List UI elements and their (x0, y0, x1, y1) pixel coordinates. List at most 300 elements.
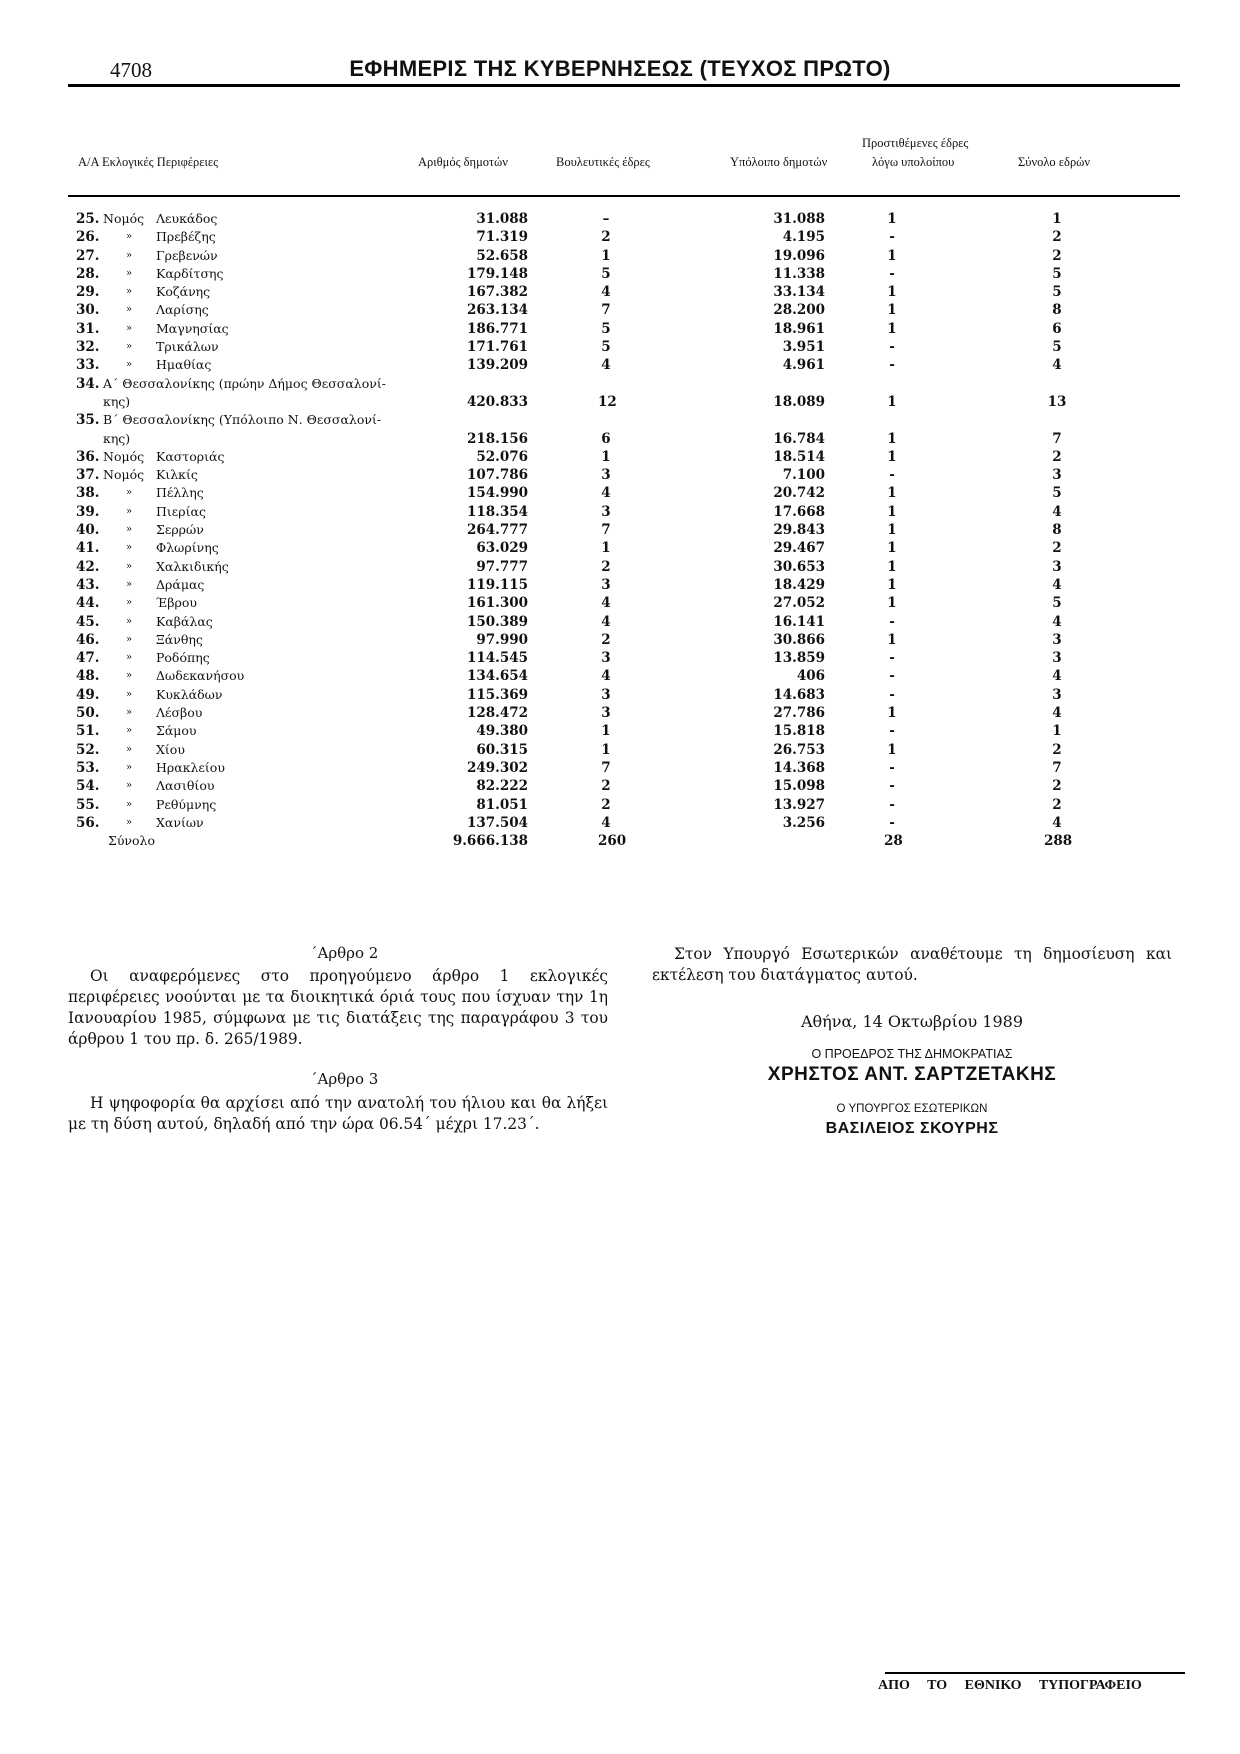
total-seats: 8 (1052, 302, 1062, 319)
num-citizens: 179.148 (466, 265, 528, 282)
remainder-citizens: 4.195 (782, 229, 825, 246)
added-seats: 1 (887, 576, 897, 593)
total-seats: 2 (1052, 229, 1062, 246)
table-row (0, 558, 1240, 576)
total-seats: 5 (1052, 339, 1062, 356)
region-name: Πέλλης (156, 485, 204, 501)
added-seats: - (889, 229, 895, 246)
article-3-text: Η ψηφοφορία θα αρχίσει από την ανατολή του ήλιου και θα λήξει με τη δύση αυτού, δηλαδή από την ώρα 06.54΄ μέχρι 17.23΄. (68, 1094, 608, 1133)
ditto-mark: » (126, 597, 133, 609)
region-name: Λέσβου (156, 705, 203, 721)
region-name: Καβάλας (156, 613, 213, 629)
num-citizens: 420.833 (466, 393, 528, 410)
parliament-seats: 5 (601, 265, 611, 282)
table-row (0, 631, 1240, 649)
row-index: 27. (76, 247, 100, 264)
region-name: Φλωρίνης (156, 540, 219, 556)
row-index: 39. (76, 503, 100, 520)
remainder-citizens: 406 (796, 668, 825, 685)
total-seats: 2 (1052, 741, 1062, 758)
header-rule (68, 84, 1180, 87)
total-seats: 4 (1052, 576, 1062, 593)
closing-text: Στον Υπουργό Εσωτερικών αναθέτουμε τη δημοσίευση και εκτέλεση του διατάγματος αυτού. (652, 945, 1172, 984)
total-seats: 1 (1052, 723, 1062, 740)
remainder-citizens: 26.753 (773, 741, 825, 758)
row-index: 44. (76, 595, 100, 612)
parliament-seats: 4 (601, 613, 611, 630)
ditto-mark: » (126, 542, 133, 554)
row-index: 42. (76, 558, 100, 575)
added-seats: 1 (887, 705, 897, 722)
total-seats: 2 (1052, 540, 1062, 557)
remainder-citizens: 30.653 (773, 558, 825, 575)
num-citizens: 118.354 (466, 503, 528, 520)
region-name-cont: κης) (103, 430, 131, 446)
added-seats: - (889, 467, 895, 484)
region-name: Κιλκίς (156, 467, 198, 483)
total-seats: 4 (1052, 668, 1062, 685)
num-citizens: 52.658 (476, 247, 528, 264)
table-row (0, 613, 1240, 631)
added-seats: 1 (887, 558, 897, 575)
remainder-citizens: 20.742 (773, 485, 825, 502)
table-row (0, 759, 1240, 777)
ditto-mark: » (126, 816, 133, 828)
ditto-mark: » (126, 798, 133, 810)
remainder-citizens: 14.368 (773, 759, 825, 776)
table-row (0, 686, 1240, 704)
parliament-seats: 7 (601, 302, 611, 319)
remainder-citizens: 3.951 (782, 339, 825, 356)
num-citizens: 134.654 (466, 668, 528, 685)
num-citizens: 31.088 (476, 211, 528, 227)
table-row (0, 338, 1240, 356)
ditto-mark: » (126, 743, 133, 755)
remainder-citizens: 16.784 (773, 430, 825, 447)
parliament-seats: 4 (601, 595, 611, 612)
row-index: 29. (76, 284, 100, 301)
row-index: 50. (76, 705, 100, 722)
total-seats: 5 (1052, 284, 1062, 301)
table-row (0, 411, 1240, 448)
added-seats: 1 (887, 320, 897, 337)
num-citizens: 150.389 (466, 613, 528, 630)
region-name: Καρδίτσης (156, 265, 224, 281)
ditto-mark: » (126, 688, 133, 700)
remainder-citizens: 14.683 (773, 686, 825, 703)
remainder-citizens: 17.668 (773, 503, 825, 520)
region-name: Χανίων (156, 814, 204, 830)
table-row (0, 210, 1240, 228)
region-name: Ηρακλείου (156, 759, 225, 775)
row-index: 51. (76, 723, 100, 740)
num-citizens: 167.382 (466, 284, 528, 301)
num-citizens: 114.545 (466, 650, 528, 667)
row-index: 33. (76, 357, 100, 374)
num-citizens: 115.369 (466, 686, 528, 703)
article-2-title: ΄Αρθρο 2 (310, 944, 379, 962)
added-seats: 1 (887, 211, 897, 227)
page-number: 4708 (110, 58, 152, 82)
num-citizens: 82.222 (476, 778, 528, 795)
row-index: 30. (76, 302, 100, 319)
president-title: Ο ΠΡΟΕΔΡΟΣ ΤΗΣ ΔΗΜΟΚΡΑΤΙΑΣ (811, 1047, 1013, 1061)
total-seats: 8 (1052, 522, 1062, 539)
parliament-seats: 1 (601, 723, 611, 740)
added-seats: - (889, 650, 895, 667)
remainder-citizens: 3.256 (782, 814, 825, 831)
parliament-seats: 2 (601, 229, 611, 246)
table-row (0, 301, 1240, 319)
region-name: Ρεθύμνης (156, 796, 217, 812)
column-header-added-seats-sub: λόγω υπολοίπου (872, 155, 955, 169)
added-seats: - (889, 796, 895, 813)
row-index: 25. (76, 211, 100, 227)
total-seats: 13 (1047, 393, 1067, 410)
table-row (0, 375, 1240, 412)
parliament-seats: 4 (601, 357, 611, 374)
ditto-mark: » (126, 304, 133, 316)
remainder-citizens: 13.927 (773, 796, 825, 813)
parliament-seats: 1 (601, 540, 611, 557)
row-index: 49. (76, 686, 100, 703)
seats-table (0, 210, 1240, 850)
totals-added-seats: 28 (884, 833, 903, 850)
row-index: 36. (76, 448, 100, 465)
total-seats: 2 (1052, 796, 1062, 813)
parliament-seats: 3 (601, 686, 611, 703)
region-name: Λασιθίου (156, 778, 215, 794)
row-index: 45. (76, 613, 100, 630)
num-citizens: 264.777 (466, 522, 528, 539)
table-row (0, 704, 1240, 722)
region-name: Ξάνθης (156, 631, 203, 647)
num-citizens: 81.051 (476, 796, 528, 813)
place-date: Αθήνα, 14 Οκτωβρίου 1989 (800, 1012, 1024, 1031)
totals-parliament-seats: 260 (598, 833, 627, 850)
parliament-seats: 4 (601, 485, 611, 502)
parliament-seats: 2 (601, 558, 611, 575)
region-name: Ημαθίας (156, 357, 212, 373)
table-row (0, 320, 1240, 338)
remainder-citizens: 31.088 (773, 211, 825, 227)
remainder-citizens: 29.843 (773, 522, 825, 539)
added-seats: 1 (887, 631, 897, 648)
row-index: 40. (76, 522, 100, 539)
table-row (0, 796, 1240, 814)
region-name: Δράμας (156, 576, 205, 592)
minister-name: ΒΑΣΙΛΕΙΟΣ ΣΚΟΥΡΗΣ (825, 1120, 999, 1137)
total-seats: 2 (1052, 247, 1062, 264)
ditto-mark: » (126, 652, 133, 664)
row-index: 38. (76, 485, 100, 502)
added-seats: - (889, 759, 895, 776)
table-row (0, 741, 1240, 759)
table-header-rule (68, 195, 1180, 197)
ditto-mark: » (126, 615, 133, 627)
added-seats: - (889, 723, 895, 740)
num-citizens: 186.771 (466, 320, 528, 337)
remainder-citizens: 30.866 (773, 631, 825, 648)
row-index: 56. (76, 814, 100, 831)
parliament-seats: 1 (601, 741, 611, 758)
ditto-mark: » (126, 560, 133, 572)
remainder-citizens: 4.961 (782, 357, 825, 374)
column-header-added-seats: Προστιθέμενες έδρες (862, 136, 969, 150)
table-row (0, 283, 1240, 301)
num-citizens: 97.777 (476, 558, 528, 575)
row-index: 55. (76, 796, 100, 813)
region-name-cont: κης) (103, 393, 131, 409)
ditto-mark: » (126, 524, 133, 536)
num-citizens: 49.380 (476, 723, 528, 740)
added-seats: 1 (887, 503, 897, 520)
parliament-seats: 3 (601, 467, 611, 484)
added-seats: - (889, 668, 895, 685)
parliament-seats: 5 (601, 320, 611, 337)
num-citizens: 52.076 (476, 448, 528, 465)
article-2-text: Οι αναφερόμενες στο προηγούμενο άρθρο 1 εκλογικές περιφέρειες νοούνται με τα διοικητικά όριά τους που ίσχυαν την 1η Ιανουαρίου 1985, σύμφωνα με τις διατάξεις της παραγράφου 3 του άρθρου 1 του πρ. δ. 265/1989. (68, 967, 608, 1048)
num-citizens: 63.029 (476, 540, 528, 557)
ditto-mark: » (126, 286, 133, 298)
ditto-mark: » (126, 670, 133, 682)
parliament-seats: 7 (601, 522, 611, 539)
row-index: 43. (76, 576, 100, 593)
num-citizens: 249.302 (466, 759, 528, 776)
parliament-seats: 2 (601, 778, 611, 795)
row-index: 52. (76, 741, 100, 758)
totals-row (0, 832, 1240, 850)
row-index: 37. (76, 467, 100, 484)
footer-rule (885, 1672, 1185, 1674)
region-prefix: Νομός (103, 211, 145, 226)
table-row (0, 247, 1240, 265)
total-seats: 1 (1052, 211, 1062, 227)
table-row (0, 722, 1240, 740)
column-header-regions: Α/Α Εκλογικές Περιφέρειες (78, 155, 219, 169)
region-name: Β΄ Θεσσαλονίκης (Υπόλοιπο Ν. Θεσσαλονί- (103, 412, 382, 428)
article-3-title: ΄Αρθρο 3 (310, 1070, 379, 1088)
total-seats: 4 (1052, 503, 1062, 520)
total-seats: 5 (1052, 265, 1062, 282)
parliament-seats: 3 (601, 705, 611, 722)
table-row (0, 484, 1240, 502)
totals-total-seats: 288 (1044, 833, 1073, 850)
table-row (0, 576, 1240, 594)
ditto-mark: » (126, 322, 133, 334)
remainder-citizens: 18.961 (773, 320, 825, 337)
column-header-parliament-seats: Βουλευτικές έδρες (556, 155, 650, 169)
total-seats: 3 (1052, 558, 1062, 575)
row-index: 53. (76, 759, 100, 776)
region-name: Λαρίσης (156, 302, 209, 318)
num-citizens: 171.761 (466, 339, 528, 356)
table-row (0, 594, 1240, 612)
remainder-citizens: 28.200 (773, 302, 825, 319)
added-seats: 1 (887, 522, 897, 539)
parliament-seats: – (602, 211, 610, 227)
row-index: 32. (76, 339, 100, 356)
president-name: ΧΡΗΣΤΟΣ ΑΝΤ. ΣΑΡΤΖΕΤΑΚΗΣ (767, 1064, 1057, 1085)
num-citizens: 60.315 (476, 741, 528, 758)
table-row (0, 539, 1240, 557)
region-name: Τρικάλων (156, 339, 219, 355)
num-citizens: 71.319 (476, 229, 528, 246)
row-index: 47. (76, 650, 100, 667)
parliament-seats: 3 (601, 576, 611, 593)
ditto-mark: » (126, 341, 133, 353)
total-seats: 2 (1052, 778, 1062, 795)
region-name: Λευκάδος (156, 211, 218, 226)
row-index: 34. (76, 375, 100, 392)
added-seats: - (889, 339, 895, 356)
ditto-mark: » (126, 578, 133, 590)
printer-line: ΑΠΟ ΤΟ ΕΘΝΙΚΟ ΤΥΠΟΓΡΑΦΕΙΟ (878, 1678, 1142, 1693)
parliament-seats: 4 (601, 668, 611, 685)
row-index: 28. (76, 265, 100, 282)
num-citizens: 128.472 (466, 705, 528, 722)
remainder-citizens: 7.100 (782, 467, 825, 484)
table-row (0, 777, 1240, 795)
added-seats: 1 (887, 247, 897, 264)
region-name: Καστοριάς (156, 448, 225, 464)
table-row (0, 814, 1240, 832)
remainder-citizens: 18.429 (773, 576, 825, 593)
num-citizens: 137.504 (466, 814, 528, 831)
remainder-citizens: 19.096 (773, 247, 825, 264)
table-row (0, 649, 1240, 667)
region-name: Κοζάνης (156, 284, 211, 300)
parliament-seats: 12 (598, 393, 617, 410)
parliament-seats: 3 (601, 503, 611, 520)
total-seats: 5 (1052, 595, 1062, 612)
parliament-seats: 5 (601, 339, 611, 356)
row-index: 54. (76, 778, 100, 795)
table-row (0, 356, 1240, 374)
added-seats: 1 (887, 595, 897, 612)
added-seats: - (889, 814, 895, 831)
ditto-mark: » (126, 359, 133, 371)
added-seats: 1 (887, 741, 897, 758)
remainder-citizens: 27.052 (773, 595, 825, 612)
added-seats: 1 (887, 393, 897, 410)
ditto-mark: » (126, 267, 133, 279)
total-seats: 3 (1052, 467, 1062, 484)
region-name: Χαλκιδικής (156, 558, 229, 574)
num-citizens: 139.209 (466, 357, 528, 374)
table-row (0, 228, 1240, 246)
total-seats: 3 (1052, 686, 1062, 703)
num-citizens: 161.300 (466, 595, 528, 612)
remainder-citizens: 15.818 (773, 723, 825, 740)
ditto-mark: » (126, 231, 133, 243)
table-row (0, 503, 1240, 521)
minister-title: Ο ΥΠΟΥΡΓΟΣ ΕΣΩΤΕΡΙΚΩΝ (836, 1103, 988, 1115)
region-name: Δωδεκανήσου (156, 668, 245, 684)
row-index: 31. (76, 320, 100, 337)
row-index: 35. (76, 412, 100, 429)
total-seats: 6 (1052, 320, 1062, 337)
ditto-mark: » (126, 780, 133, 792)
column-header-num-citizens: Αριθμός δημοτών (418, 155, 508, 169)
total-seats: 5 (1052, 485, 1062, 502)
added-seats: 1 (887, 302, 897, 319)
num-citizens: 107.786 (466, 467, 528, 484)
added-seats: - (889, 613, 895, 630)
region-prefix: Νομός (103, 467, 145, 483)
table-row (0, 448, 1240, 466)
parliament-seats: 4 (601, 284, 611, 301)
remainder-citizens: 33.134 (773, 284, 825, 301)
parliament-seats: 2 (601, 631, 611, 648)
total-seats: 4 (1052, 814, 1062, 831)
region-name: Χίου (156, 741, 185, 757)
num-citizens: 263.134 (466, 302, 528, 319)
table-row (0, 521, 1240, 539)
parliament-seats: 1 (601, 247, 611, 264)
row-index: 41. (76, 540, 100, 557)
remainder-citizens: 13.859 (773, 650, 825, 667)
total-seats: 4 (1052, 613, 1062, 630)
region-name: Σερρών (156, 522, 204, 538)
total-seats: 7 (1052, 759, 1062, 776)
added-seats: - (889, 778, 895, 795)
num-citizens: 119.115 (466, 576, 528, 593)
column-header-remainder: Υπόλοιπο δημοτών (730, 155, 828, 169)
added-seats: - (889, 265, 895, 282)
region-name: Γρεβενών (156, 247, 218, 263)
remainder-citizens: 27.786 (773, 705, 825, 722)
parliament-seats: 3 (601, 650, 611, 667)
table-row (0, 667, 1240, 685)
ditto-mark: » (126, 249, 133, 261)
ditto-mark: » (126, 505, 133, 517)
column-header-total-seats: Σύνολο εδρών (1018, 155, 1091, 169)
table-row (0, 466, 1240, 484)
gazette-title: ΕΦΗΜΕΡΙΣ ΤΗΣ ΚΥΒΕΡΝΗΣΕΩΣ (ΤΕΥΧΟΣ ΠΡΩΤΟ) (349, 56, 891, 81)
total-seats: 2 (1052, 448, 1062, 465)
remainder-citizens: 16.141 (773, 613, 825, 630)
remainder-citizens: 29.467 (773, 540, 825, 557)
ditto-mark: » (126, 707, 133, 719)
total-seats: 3 (1052, 631, 1062, 648)
total-seats: 3 (1052, 650, 1062, 667)
totals-num-citizens: 9.666.138 (452, 833, 528, 850)
ditto-mark: » (126, 725, 133, 737)
totals-label: Σύνολο (108, 833, 156, 849)
region-name: Σάμου (156, 723, 197, 739)
region-name: Κυκλάδων (156, 686, 223, 702)
region-name: Πιερίας (156, 503, 206, 519)
added-seats: - (889, 686, 895, 703)
added-seats: 1 (887, 430, 897, 447)
ditto-mark: » (126, 487, 133, 499)
num-citizens: 154.990 (466, 485, 528, 502)
parliament-seats: 2 (601, 796, 611, 813)
num-citizens: 218.156 (466, 430, 528, 447)
ditto-mark: » (126, 761, 133, 773)
parliament-seats: 6 (601, 430, 611, 447)
total-seats: 4 (1052, 357, 1062, 374)
remainder-citizens: 11.338 (773, 265, 825, 282)
added-seats: 1 (887, 284, 897, 301)
row-index: 46. (76, 631, 100, 648)
total-seats: 7 (1052, 430, 1062, 447)
added-seats: 1 (887, 540, 897, 557)
row-index: 48. (76, 668, 100, 685)
remainder-citizens: 18.089 (773, 393, 825, 410)
parliament-seats: 4 (601, 814, 611, 831)
